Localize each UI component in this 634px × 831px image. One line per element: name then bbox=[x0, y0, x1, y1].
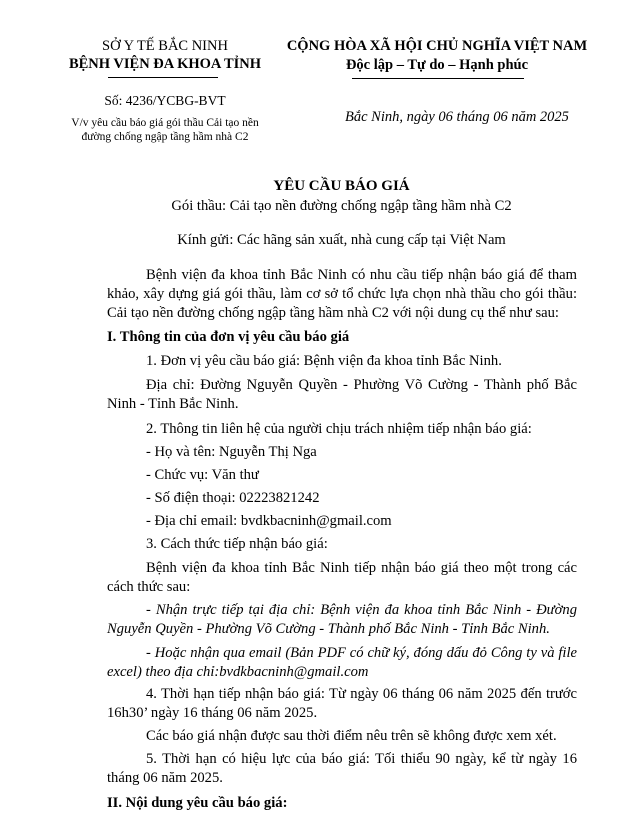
date-place: Bắc Ninh, ngày 06 tháng 06 năm 2025 bbox=[345, 109, 569, 125]
hospital-underline bbox=[108, 77, 218, 78]
section-2-heading: II. Nội dung yêu cầu báo giá: bbox=[107, 795, 288, 811]
method-direct: - Nhận trực tiếp tại địa chỉ: Bệnh viện đa khoa tỉnh Bắc Ninh - Đường Nguyễn Quyền - Phường Võ Cường - Thành phố Bắc Ninh - Tỉnh Bắc Ninh. bbox=[107, 602, 577, 637]
motto-underline bbox=[352, 78, 524, 79]
contact-email: - Địa chỉ email: bvdkbacninh@gmail.com bbox=[146, 513, 392, 529]
document-number: Số: 4236/YCBG-BVT bbox=[104, 93, 226, 108]
contact-name: - Họ và tên: Nguyễn Thị Nga bbox=[146, 444, 317, 460]
subject-line-2: đường chống ngập tầng hầm nhà C2 bbox=[81, 131, 249, 143]
hospital-name: BỆNH VIỆN ĐA KHOA TỈNH bbox=[68, 56, 262, 72]
validity: 5. Thời hạn có hiệu lực của báo giá: Tối thiểu 90 ngày, kể từ ngày 16 tháng 06 năm 2025. bbox=[107, 751, 577, 786]
section-1-heading: I. Thông tin của đơn vị yêu cầu báo giá bbox=[107, 329, 350, 345]
deadline: 4. Thời hạn tiếp nhận báo giá: Từ ngày 06 tháng 06 năm 2025 đến trước 16h30’ ngày 16 tháng 06 năm 2025. bbox=[107, 686, 577, 721]
contact-position: - Chức vụ: Văn thư bbox=[146, 467, 259, 483]
method-title: 3. Cách thức tiếp nhận báo giá: bbox=[146, 536, 328, 552]
unit-line: 1. Đơn vị yêu cầu báo giá: Bệnh viện đa khoa tỉnh Bắc Ninh. bbox=[146, 353, 502, 369]
dept-name: SỞ Y TẾ BẮC NINH bbox=[102, 38, 228, 54]
recipient: Kính gửi: Các hãng sản xuất, nhà cung cấp tại Việt Nam bbox=[177, 232, 506, 248]
contact-phone: - Số điện thoại: 02223821242 bbox=[146, 490, 320, 506]
address-line: Địa chỉ: Đường Nguyễn Quyền - Phường Võ Cường - Thành phố Bắc Ninh - Tỉnh Bắc Ninh. bbox=[107, 377, 577, 412]
nation-title: CỘNG HÒA XÃ HỘI CHỦ NGHĨA VIỆT NAM bbox=[286, 38, 588, 54]
document-title: YÊU CẦU BÁO GIÁ bbox=[273, 178, 410, 194]
nation-motto: Độc lập – Tự do – Hạnh phúc bbox=[345, 57, 529, 73]
subject-line-1: V/v yêu cầu báo giá gói thầu Cải tạo nền bbox=[71, 117, 259, 129]
late-note: Các báo giá nhận được sau thời điểm nêu trên sẽ không được xem xét. bbox=[146, 728, 557, 744]
intro-paragraph: Bệnh viện đa khoa tỉnh Bắc Ninh có nhu cầu tiếp nhận báo giá để tham khảo, xây dựng giá gói thầu, làm cơ sở tổ chức lựa chọn nhà thầu cho gói thầu: Cải tạo nền đường chống ngập tầng hầm nhà C2 với nội dung cụ thể như sau: bbox=[107, 267, 577, 321]
method-email: - Hoặc nhận qua email (Bản PDF có chữ ký, đóng dấu đỏ Công ty và file excel) theo địa chỉ:bvdkbacninh@gmail.com bbox=[107, 645, 577, 680]
package-name: Gói thầu: Cải tạo nền đường chống ngập tầng hầm nhà C2 bbox=[171, 198, 512, 214]
method-description: Bệnh viện đa khoa tỉnh Bắc Ninh tiếp nhận báo giá theo một trong các cách thức sau: bbox=[107, 560, 577, 595]
contact-title: 2. Thông tin liên hệ của người chịu trách nhiệm tiếp nhận báo giá: bbox=[146, 421, 532, 437]
